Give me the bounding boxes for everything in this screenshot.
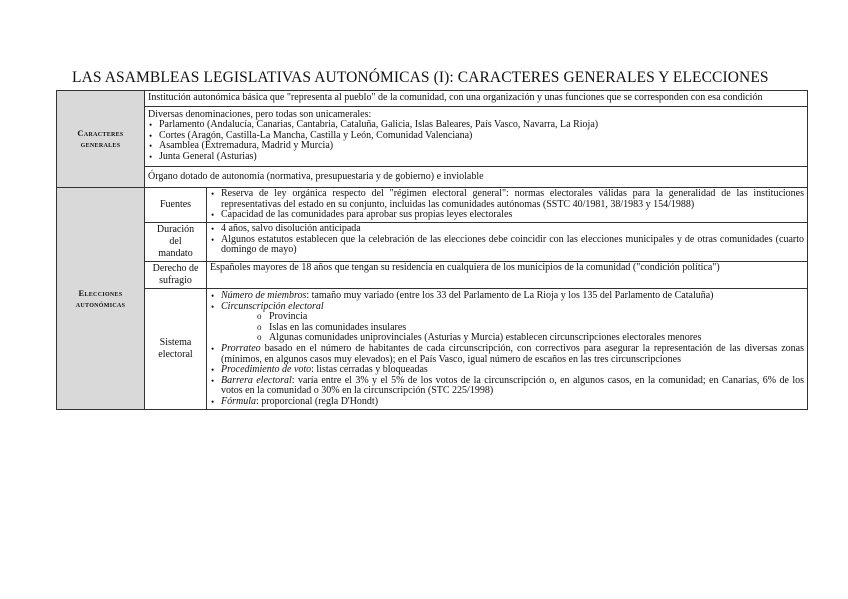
row-duracion [57,222,808,261]
sufragio-label-line2: sufragio [159,274,192,286]
sistema-label-line2: electoral [158,349,193,361]
list-item: • 4 años, salvo disolución anticipada [221,224,804,235]
row-fuentes [57,188,808,223]
section-label-elecciones-line1: Elecciones [78,287,123,298]
denominaciones-list [148,120,804,162]
duracion-label-line3: mandato [158,247,193,259]
formula-term: Fórmula [221,395,256,407]
list-item: o Algunas comunidades uniprovinciales (Asturias y Murcia) establecen circunscripciones electorales menores [269,333,804,344]
list-item: • Junta General (Asturias) [159,152,804,163]
list-item [221,344,804,365]
miembros-term: Número de miembros [221,289,307,301]
duracion-cell [207,222,808,261]
section-label-caracteres-line2: generales [80,139,121,150]
list-item: • Reserva de ley orgánica respecto del "régimen electoral general": normas electorales válidas para la generalidad de las instituciones representativas del estado en su conjunto, incluidas las comunidades autónomas (SSTC 40/1981, 38/1983 y 154/1988) [221,189,804,210]
section-label-elecciones [57,188,145,410]
section-label-caracteres [57,91,145,188]
section-label-elecciones-line2: autonómicas [75,298,126,309]
section-label-caracteres-line1: Caracteres [77,128,124,139]
sistema-cell [207,288,808,410]
duracion-label-line1: Duración [156,223,195,235]
fuentes-list [221,189,804,221]
denominaciones-cell [145,106,808,166]
sufragio-cell: Españoles mayores de 18 años que tengan su residencia en cualquiera de los municipios de la comunidad ("condición política") [207,261,808,288]
formula-text: : proporcional (regla D'Hondt) [256,395,379,407]
page-title: LAS ASAMBLEAS LEGISLATIVAS AUTONÓMICAS (I): CARACTERES GENERALES Y ELECCIONES [72,69,769,86]
list-item: • Asamblea (Extremadura, Madrid y Murcia) [159,141,804,152]
row-sufragio [57,261,808,288]
list-item: • Parlamento (Andalucía, Canarias, Cantabria, Cataluña, Galicia, Islas Baleares, País Vasco, Navarra, La Rioja) [159,120,804,131]
list-item [221,376,804,397]
list-item [221,397,804,408]
summary-table [56,90,808,410]
circunscripcion-list [221,312,804,344]
list-item: o Islas en las comunidades insulares [269,323,804,334]
circunscripcion-term: Circunscripción electoral [221,300,324,312]
procedimiento-term: Procedimiento de voto [221,364,312,376]
row-institucion [57,91,808,107]
procedimiento-text: : listas cerradas y bloqueadas [311,364,428,376]
barrera-term: Barrera electoral [221,374,292,386]
fuentes-cell [207,188,808,223]
sufragio-label [145,261,207,288]
organo-cell: Órgano dotado de autonomía (normativa, presupuestaria y de gobierno) e inviolable [145,166,808,188]
institucion-cell: Institución autonómica básica que "representa al pueblo" de la comunidad, con una organización y unas funciones que se corresponden con esa condición [145,91,808,107]
sufragio-label-line1: Derecho de [152,262,199,274]
sistema-label-line1: Sistema [159,337,192,349]
list-item: • Algunos estatutos establecen que la celebración de las elecciones debe coincidir con las elecciones municipales y de otras comunidades (cuarto domingo de mayo) [221,235,804,256]
fuentes-label: Fuentes [145,188,207,223]
list-item: • Cortes (Aragón, Castilla-La Mancha, Castilla y León, Comunidad Valenciana) [159,131,804,142]
row-sistema [57,288,808,410]
denominaciones-intro: Diversas denominaciones, pero todas son unicamerales: [148,108,372,120]
list-item: o Provincia [269,312,804,323]
row-organo [57,166,808,188]
sistema-label [145,288,207,410]
list-item: • Capacidad de las comunidades para aprobar sus propias leyes electorales [221,210,804,221]
prorrateo-text: basado en el número de habitantes de cada circunscripción, con correctivos para asegurar la representación de las diversas zonas (mínimos, en algunos casos muy elevados); en el País Vasco, igual número de escaños en las tres circunscripciones [221,342,804,365]
prorrateo-term: Prorrateo [221,342,261,354]
list-item [221,302,804,344]
miembros-text: : tamaño muy variado (entre los 33 del Parlamento de La Rioja y los 135 del Parlamento de Cataluña) [306,289,714,301]
barrera-text: : varía entre el 3% y el 5% de los votos de la circunscripción o, en algunos casos, en la comunidad; en Canarias, 6% de los votos en la comunidad o 30% en la circunscripción (STC 225/1998) [221,374,804,397]
sistema-list [221,291,804,408]
duracion-label-line2: del [169,235,182,247]
duracion-list [221,224,804,256]
row-denominaciones [57,106,808,166]
duracion-label [145,222,207,261]
